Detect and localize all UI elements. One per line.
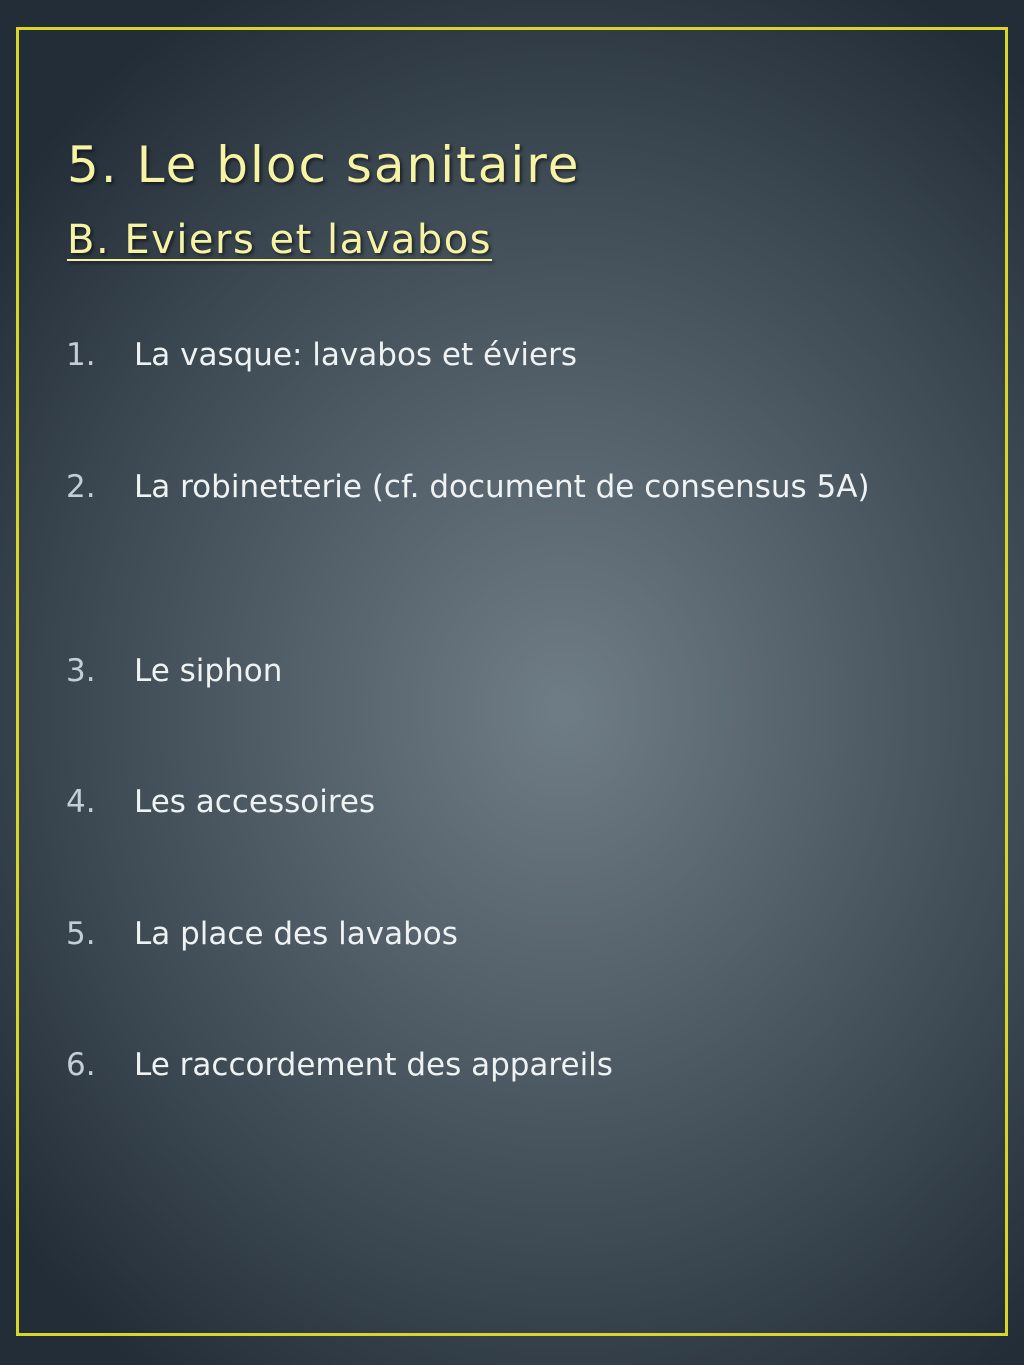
list-item-number: 3. — [66, 653, 96, 689]
list-item-number: 2. — [66, 469, 96, 505]
list-item-text: La robinetterie (cf. document de consensus 5A) — [134, 469, 870, 505]
list-item-text: Le siphon — [134, 653, 283, 689]
list-item-number: 5. — [66, 916, 96, 952]
slide-subtitle: B. Eviers et lavabos — [67, 217, 493, 263]
slide-title: 5. Le bloc sanitaire — [67, 136, 581, 194]
list-item-text: La vasque: lavabos et éviers — [134, 337, 577, 373]
list-item-text: La place des lavabos — [134, 916, 458, 952]
list-item-number: 6. — [66, 1047, 96, 1083]
list-item-number: 1. — [66, 337, 96, 373]
list-item-text: Les accessoires — [134, 784, 376, 820]
list-item-text: Le raccordement des appareils — [134, 1047, 613, 1083]
list-item-number: 4. — [66, 784, 96, 820]
